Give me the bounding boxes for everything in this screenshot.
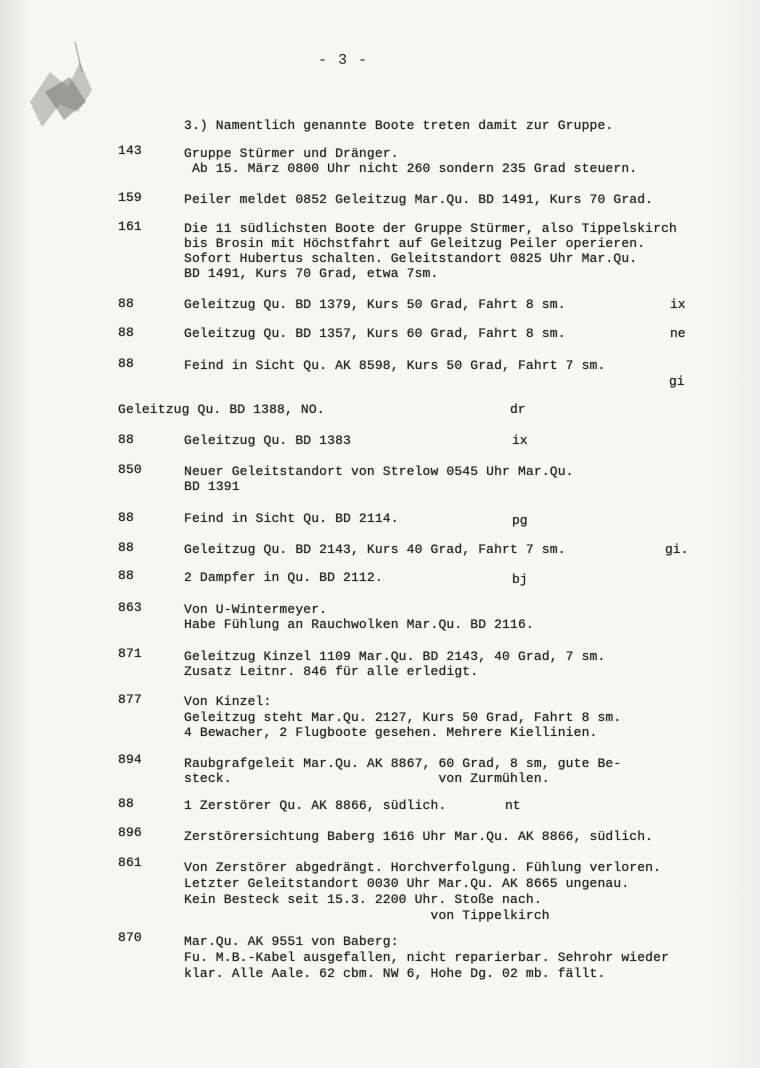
entry-text-line: von Tippelkirch: [184, 908, 550, 923]
entry-signature: ix: [512, 433, 528, 448]
entry-text-line: BD 1491, Kurs 70 Grad, etwa 7sm.: [184, 266, 439, 281]
entry-text-line: bis Brosin mit Höchstfahrt auf Geleitzug Peiler operieren.: [184, 236, 646, 251]
entry-text-line: Letzter Geleitstandort 0030 Uhr Mar.Qu. AK 8665 ungenau.: [184, 876, 630, 891]
entry-text-line: Peiler meldet 0852 Geleitzug Mar.Qu. BD 1491, Kurs 70 Grad.: [184, 192, 654, 207]
entry-number: 863: [118, 600, 142, 615]
entry-signature: bj: [512, 572, 528, 587]
entry-number: 88: [118, 540, 134, 555]
entry-text-line: 3.) Namentlich genannte Boote treten damit zur Gruppe.: [184, 118, 614, 133]
entry-text-line: Kein Besteck seit 15.3. 2200 Uhr. Stoße nach.: [184, 892, 542, 907]
entry-number: 88: [118, 432, 134, 447]
entry-signature: ne: [670, 326, 686, 341]
entry-signature: pg: [512, 513, 528, 528]
entry-signature: nt: [505, 798, 521, 813]
entry-number: 159: [118, 190, 142, 205]
entry-signature: gi.: [665, 542, 689, 557]
entry-signature: dr: [510, 402, 526, 417]
entry-signature: gi: [669, 374, 685, 389]
entry-number: 896: [118, 825, 142, 840]
entry-number: 871: [118, 646, 142, 661]
entry-text-line: Von U-Wintermeyer.: [184, 602, 328, 617]
entry-text-line: Zerstörersichtung Baberg 1616 Uhr Mar.Qu. AK 8866, südlich.: [184, 829, 654, 844]
entry-text-line: Von Kinzel:: [184, 694, 272, 709]
entry-number: 850: [118, 462, 142, 477]
page-number: - 3 -: [318, 52, 369, 69]
entry-number: 88: [118, 356, 134, 371]
paper-crease-mark: [20, 32, 110, 132]
entry-text-line: Die 11 südlichsten Boote der Gruppe Stürmer, also Tippelskirch: [184, 221, 677, 236]
entry-text-line: steck. von Zurmühlen.: [184, 771, 550, 786]
entry-text-line: Mar.Qu. AK 9551 von Baberg:: [184, 934, 399, 949]
entry-text-line: Geleitzug Qu. BD 1379, Kurs 50 Grad, Fahrt 8 sm.: [184, 297, 566, 312]
entry-text-line: 2 Dampfer in Qu. BD 2112.: [184, 570, 383, 585]
entry-number: 870: [118, 930, 142, 945]
entry-text-line: Habe Fühlung an Rauchwolken Mar.Qu. BD 2116.: [184, 617, 534, 632]
entry-text-line: Geleitzug Kinzel 1109 Mar.Qu. BD 2143, 40 Grad, 7 sm.: [184, 649, 606, 664]
entry-number: 877: [118, 692, 142, 707]
entry-text-line: klar. Alle Aale. 62 cbm. NW 6, Hohe Dg. 02 mb. fällt.: [184, 966, 606, 981]
entry-text-line: 4 Bewacher, 2 Flugboote gesehen. Mehrere Kiellinien.: [184, 725, 598, 740]
entry-text-line: Feind in Sicht Qu. AK 8598, Kurs 50 Grad, Fahrt 7 sm.: [184, 358, 606, 373]
entry-number: 161: [118, 219, 142, 234]
entry-text-line: 1 Zerstörer Qu. AK 8866, südlich.: [184, 798, 447, 813]
entry-text-line: Geleitzug steht Mar.Qu. 2127, Kurs 50 Grad, Fahrt 8 sm.: [184, 710, 622, 725]
entry-number: 143: [118, 143, 142, 158]
entry-text-line: Ab 15. März 0800 Uhr nicht 260 sondern 235 Grad steuern.: [184, 161, 638, 176]
entry-text-line: Geleitzug Qu. BD 1357, Kurs 60 Grad, Fahrt 8 sm.: [184, 326, 566, 341]
entry-text-line: Geleitzug Qu. BD 1388, NO.: [118, 402, 325, 417]
entry-text-line: Neuer Geleitstandort von Strelow 0545 Uhr Mar.Qu.: [184, 464, 574, 479]
entry-text-line: Zusatz Leitnr. 846 für alle erledigt.: [184, 664, 479, 679]
entry-number: 861: [118, 855, 142, 870]
entry-number: 88: [118, 325, 134, 340]
entry-text-line: Fu. M.B.-Kabel ausgefallen, nicht reparierbar. Sehrohr wieder: [184, 950, 670, 965]
entry-text-line: Von Zerstörer abgedrängt. Horchverfolgung. Fühlung verloren.: [184, 860, 662, 875]
entry-number: 88: [118, 510, 134, 525]
entry-number: 88: [118, 796, 134, 811]
entry-text-line: Feind in Sicht Qu. BD 2114.: [184, 511, 399, 526]
entry-signature: ix: [670, 297, 686, 312]
entry-text-line: BD 1391: [184, 479, 240, 494]
entry-number: 88: [118, 296, 134, 311]
entry-text-line: Sofort Hubertus schalten. Geleitstandort 0825 Uhr Mar.Qu.: [184, 251, 638, 266]
entry-number: 88: [118, 568, 134, 583]
entry-text-line: Geleitzug Qu. BD 1383: [184, 433, 351, 448]
entry-text-line: Raubgrafgeleit Mar.Qu. AK 8867, 60 Grad, 8 sm, gute Be-: [184, 756, 622, 771]
entry-text-line: Geleitzug Qu. BD 2143, Kurs 40 Grad, Fahrt 7 sm.: [184, 542, 566, 557]
entry-number: 894: [118, 752, 142, 767]
entry-text-line: Gruppe Stürmer und Dränger.: [184, 146, 399, 161]
